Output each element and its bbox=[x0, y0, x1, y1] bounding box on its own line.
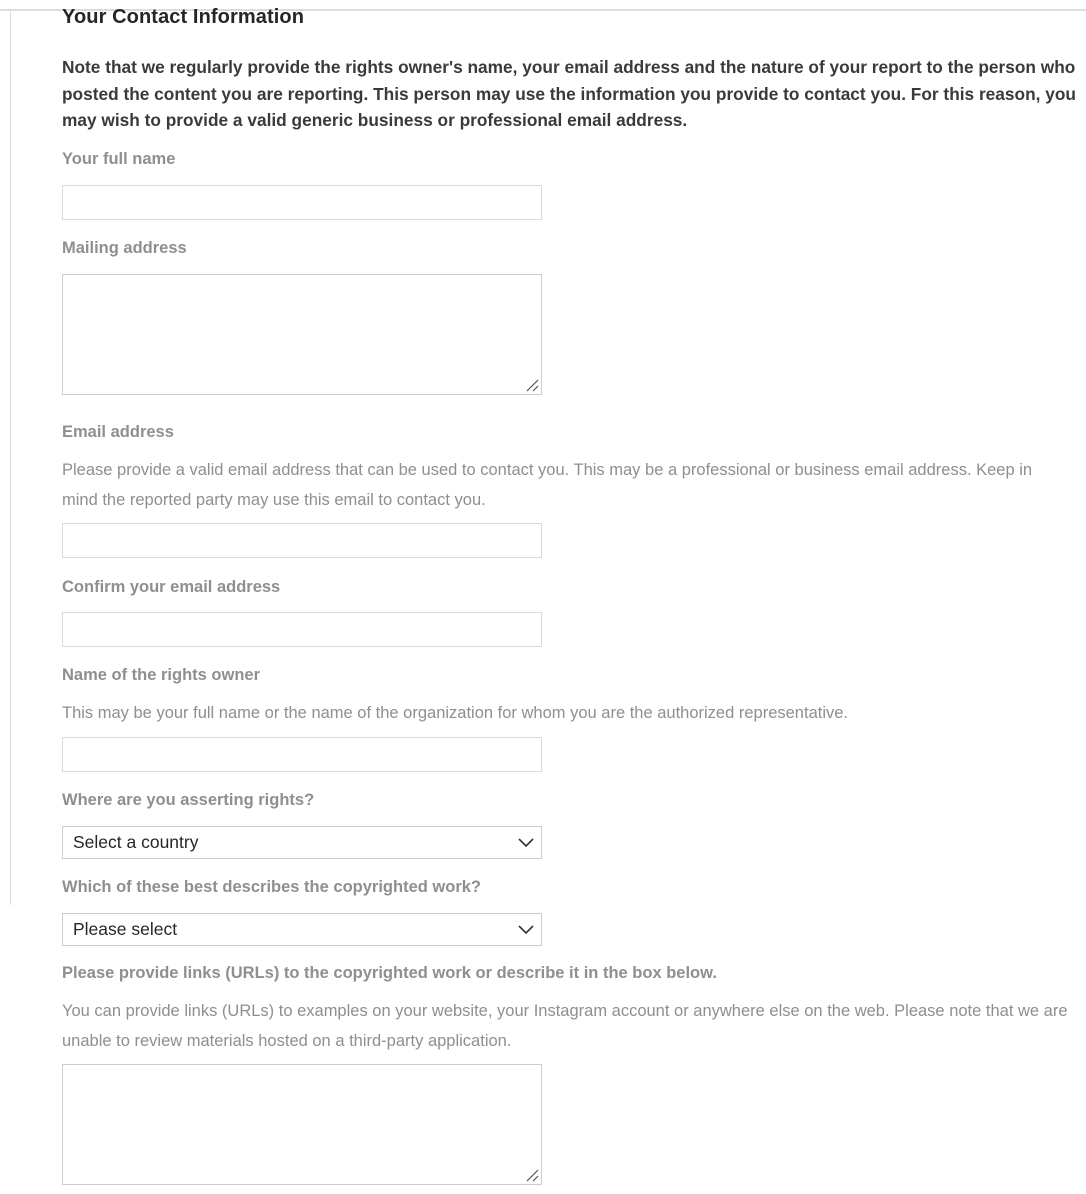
work-type-select[interactable] bbox=[62, 913, 542, 946]
country-label: Where are you asserting rights? bbox=[62, 791, 315, 809]
resize-grip-icon[interactable] bbox=[525, 378, 539, 392]
confirm-email-input[interactable] bbox=[62, 612, 542, 647]
left-divider bbox=[10, 10, 11, 905]
work-links-label: Please provide links (URLs) to the copyrighted work or describe it in the box below. bbox=[62, 964, 717, 982]
section-title: Your Contact Information bbox=[62, 6, 305, 28]
country-selected-value: Select a country bbox=[73, 832, 199, 852]
rights-owner-help-text: This may be your full name or the name of the organization for whom you are the authorized representative. bbox=[62, 704, 849, 722]
resize-grip-icon[interactable] bbox=[525, 1168, 539, 1182]
country-select[interactable] bbox=[62, 826, 542, 859]
email-label: Email address bbox=[62, 423, 174, 441]
confirm-email-label: Confirm your email address bbox=[62, 578, 281, 596]
full-name-input[interactable] bbox=[62, 185, 542, 220]
rights-owner-label: Name of the rights owner bbox=[62, 666, 261, 684]
email-help-text: Please provide a valid email address that can be used to contact you. This may be a professional or business email address. Keep in mind the reported party may use this email to contact you. bbox=[62, 461, 1033, 509]
mailing-address-label: Mailing address bbox=[62, 239, 187, 257]
email-input[interactable] bbox=[62, 523, 542, 558]
rights-owner-input[interactable] bbox=[62, 737, 542, 772]
mailing-address-textarea[interactable] bbox=[62, 274, 542, 395]
work-links-textarea[interactable] bbox=[62, 1064, 542, 1185]
work-links-help-text: You can provide links (URLs) to examples on your website, your Instagram account or anywhere else on the web. Please note that we are unable to review materials hosted on a third-party application. bbox=[62, 1002, 1068, 1050]
work-type-label: Which of these best describes the copyrighted work? bbox=[62, 878, 481, 896]
privacy-notice: Note that we regularly provide the rights owner's name, your email address and the nature of your report to the person who posted the content you are reporting. This person may use the information you provide to contact you. For this reason, you may wish to provide a valid generic business or professional email address. bbox=[62, 57, 1076, 130]
full-name-label: Your full name bbox=[62, 150, 176, 168]
chevron-down-icon bbox=[517, 835, 535, 849]
work-type-selected-value: Please select bbox=[73, 919, 178, 939]
chevron-down-icon bbox=[517, 922, 535, 936]
